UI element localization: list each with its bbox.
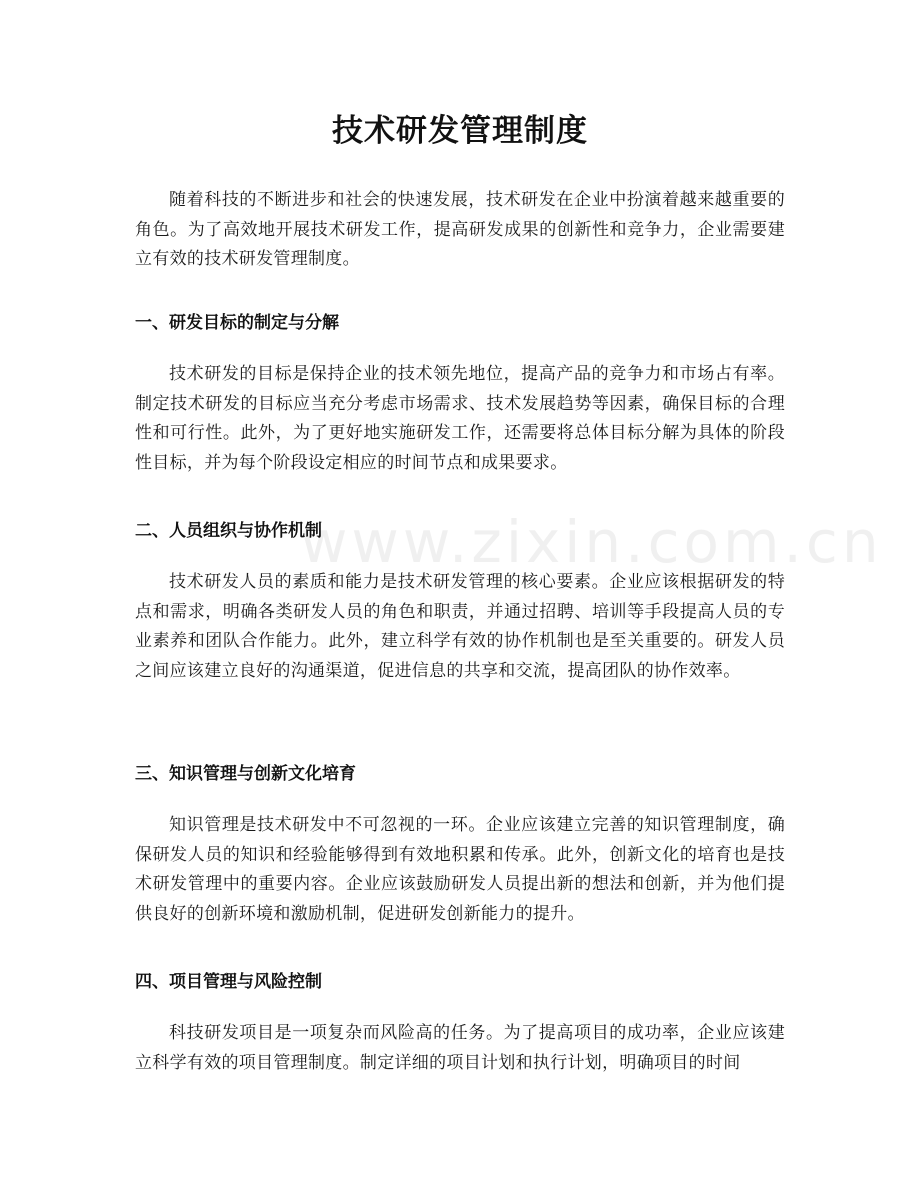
section-body-2: 技术研发人员的素质和能力是技术研发管理的核心要素。企业应该根据研发的特点和需求，明确各类研发人员的角色和职责，并通过招聘、培训等手段提高人员的专业素养和团队合作能力。此外，建立科学有效的协作机制也是至关重要的。研发人员之间应该建立良好的沟通渠道，促进信息的共享和交流，提高团队的协作效率。	[135, 572, 785, 681]
section-body-1: 技术研发的目标是保持企业的技术领先地位，提高产品的竞争力和市场占有率。制定技术研发的目标应当充分考虑市场需求、技术发展趋势等因素，确保目标的合理性和可行性。此外，为了更好地实施研发工作，还需要将总体目标分解为具体的阶段性目标，并为每个阶段设定相应的时间节点和成果要求。	[135, 364, 785, 473]
intro-paragraph: 随着科技的不断进步和社会的快速发展，技术研发在企业中扮演着越来越重要的角色。为了高效地开展技术研发工作，提高研发成果的创新性和竞争力，企业需要建立有效的技术研发管理制度。	[135, 190, 785, 269]
watermark: www.zixin.com.cn	[300, 508, 883, 576]
section-heading-4: 四、项目管理与风险控制	[135, 972, 322, 992]
section-body-3: 知识管理是技术研发中不可忽视的一环。企业应该建立完善的知识管理制度，确保研发人员的知识和经验能够得到有效地积累和传承。此外，创新文化的培育也是技术研发管理中的重要内容。企业应该鼓励研发人员提出新的想法和创新，并为他们提供良好的创新环境和激励机制，促进研发创新能力的提升。	[135, 815, 785, 924]
section-body-4: 科技研发项目是一项复杂而风险高的任务。为了提高项目的成功率，企业应该建立科学有效的项目管理制度。制定详细的项目计划和执行计划，明确项目的时间	[135, 1023, 785, 1073]
document-title: 技术研发管理制度	[332, 113, 588, 149]
section-heading-2: 二、人员组织与协作机制	[135, 521, 322, 541]
section-heading-3: 三、知识管理与创新文化培育	[135, 764, 356, 784]
section-heading-1: 一、研发目标的制定与分解	[135, 313, 339, 333]
